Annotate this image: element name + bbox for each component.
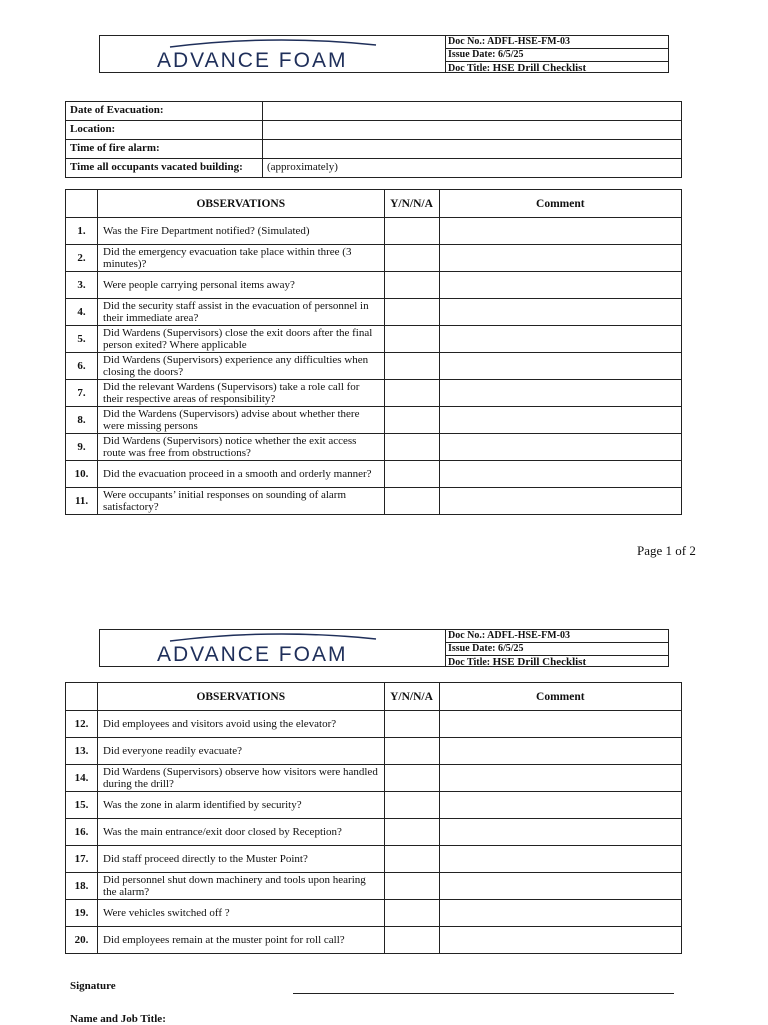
- ynna-cell[interactable]: [384, 792, 439, 819]
- observation-text: Did everyone readily evacuate?: [98, 738, 384, 765]
- observation-text: Did the security staff assist in the evacuation of personnel in their immediate area?: [98, 299, 384, 326]
- ynna-cell[interactable]: [384, 434, 439, 461]
- comment-cell[interactable]: [439, 353, 681, 380]
- table-row: [66, 488, 682, 515]
- comment-cell[interactable]: [439, 738, 681, 765]
- page-number: Page 1 of 2: [637, 543, 696, 558]
- ynna-cell[interactable]: [384, 272, 439, 299]
- signature-line[interactable]: [293, 993, 674, 994]
- row-number: 11.: [66, 488, 98, 515]
- comment-cell[interactable]: [439, 900, 681, 927]
- comment-cell[interactable]: [439, 461, 681, 488]
- observations-header: OBSERVATIONS: [98, 683, 384, 711]
- logo-text: ADVANCE FOAM: [157, 643, 348, 666]
- observation-text: Was the Fire Department notified? (Simulated): [98, 218, 384, 245]
- row-number: 15.: [66, 792, 98, 819]
- table-row: [66, 407, 682, 434]
- observation-text: Did the relevant Wardens (Supervisors) take a role call for their respective areas of responsibility?: [98, 380, 384, 407]
- logo-text: ADVANCE FOAM: [157, 49, 348, 72]
- ynna-cell[interactable]: [384, 245, 439, 272]
- vacated-field[interactable]: (approximately): [263, 159, 682, 178]
- observation-text: Were people carrying personal items away?: [98, 272, 384, 299]
- ynna-cell[interactable]: [384, 927, 439, 954]
- table-row: [66, 846, 682, 873]
- comment-cell[interactable]: [439, 792, 681, 819]
- table-row: [66, 765, 682, 792]
- observations-table-1: [65, 189, 682, 515]
- ynna-cell[interactable]: [384, 846, 439, 873]
- row-number: 1.: [66, 218, 98, 245]
- number-header: [66, 190, 98, 218]
- comment-cell[interactable]: [439, 218, 681, 245]
- row-number: 20.: [66, 927, 98, 954]
- table-row: [66, 326, 682, 353]
- doc-no: Doc No.: ADFL-HSE-FM-03: [445, 36, 668, 49]
- evacuation-info-table: [65, 101, 682, 178]
- comment-header: Comment: [439, 683, 681, 711]
- ynna-header: Y/N/N/A: [384, 683, 439, 711]
- table-row: [66, 353, 682, 380]
- observation-text: Did Wardens (Supervisors) notice whether the exit access route was free from obstructions?: [98, 434, 384, 461]
- info-row-date: [66, 102, 682, 121]
- table-row: [66, 819, 682, 846]
- observation-text: Were vehicles switched off ?: [98, 900, 384, 927]
- comment-cell[interactable]: [439, 846, 681, 873]
- comment-cell[interactable]: [439, 488, 681, 515]
- table-row: [66, 461, 682, 488]
- table-row: [66, 711, 682, 738]
- ynna-cell[interactable]: [384, 461, 439, 488]
- issue-date: Issue Date: 6/5/25: [445, 643, 668, 656]
- ynna-cell[interactable]: [384, 299, 439, 326]
- issue-date: Issue Date: 6/5/25: [445, 49, 668, 62]
- row-number: 8.: [66, 407, 98, 434]
- row-number: 4.: [66, 299, 98, 326]
- comment-cell[interactable]: [439, 819, 681, 846]
- observation-text: Did Wardens (Supervisors) observe how visitors were handled during the drill?: [98, 765, 384, 792]
- comment-cell[interactable]: [439, 873, 681, 900]
- document-header-2: [99, 629, 669, 667]
- observation-text: Did employees remain at the muster point for roll call?: [98, 927, 384, 954]
- row-number: 2.: [66, 245, 98, 272]
- observation-text: Was the main entrance/exit door closed by Reception?: [98, 819, 384, 846]
- ynna-cell[interactable]: [384, 819, 439, 846]
- row-number: 3.: [66, 272, 98, 299]
- observation-text: Were occupants’ initial responses on sounding of alarm satisfactory?: [98, 488, 384, 515]
- row-number: 19.: [66, 900, 98, 927]
- observation-text: Did Wardens (Supervisors) close the exit doors after the final person exited? Where applicable: [98, 326, 384, 353]
- observation-text: Did the Wardens (Supervisors) advise about whether there were missing persons: [98, 407, 384, 434]
- doc-title: Doc Title: HSE Drill Checklist: [448, 62, 587, 74]
- company-logo: [100, 36, 446, 72]
- location-field[interactable]: [263, 121, 682, 140]
- doc-no: Doc No.: ADFL-HSE-FM-03: [445, 630, 668, 643]
- comment-cell[interactable]: [439, 299, 681, 326]
- doc-meta: [445, 630, 668, 666]
- comment-cell[interactable]: [439, 326, 681, 353]
- table-row: [66, 272, 682, 299]
- ynna-cell[interactable]: [384, 738, 439, 765]
- row-number: 14.: [66, 765, 98, 792]
- observation-text: Did Wardens (Supervisors) experience any difficulties when closing the doors?: [98, 353, 384, 380]
- ynna-cell[interactable]: [384, 353, 439, 380]
- comment-cell[interactable]: [439, 380, 681, 407]
- comment-cell[interactable]: [439, 245, 681, 272]
- row-number: 12.: [66, 711, 98, 738]
- ynna-cell[interactable]: [384, 765, 439, 792]
- row-number: 10.: [66, 461, 98, 488]
- row-number: 6.: [66, 353, 98, 380]
- name-job-title-label: Name and Job Title:: [70, 1013, 166, 1025]
- table-row: [66, 927, 682, 954]
- comment-header: Comment: [439, 190, 681, 218]
- ynna-cell[interactable]: [384, 407, 439, 434]
- comment-cell[interactable]: [439, 711, 681, 738]
- observation-text: Did the evacuation proceed in a smooth and orderly manner?: [98, 461, 384, 488]
- ynna-cell[interactable]: [384, 711, 439, 738]
- signature-label: Signature: [70, 980, 116, 992]
- table-row: [66, 434, 682, 461]
- observation-text: Was the zone in alarm identified by security?: [98, 792, 384, 819]
- table-row: [66, 792, 682, 819]
- row-number: 5.: [66, 326, 98, 353]
- ynna-cell[interactable]: [384, 380, 439, 407]
- comment-cell[interactable]: [439, 434, 681, 461]
- table-header-row: [66, 683, 682, 711]
- location-label: Location:: [66, 121, 263, 140]
- table-row: [66, 218, 682, 245]
- doc-title: Doc Title: HSE Drill Checklist: [448, 656, 587, 668]
- observation-text: Did the emergency evacuation take place within three (3 minutes)?: [98, 245, 384, 272]
- table-row: [66, 380, 682, 407]
- alarm-field[interactable]: [263, 140, 682, 159]
- company-logo: [100, 630, 446, 666]
- comment-cell[interactable]: [439, 407, 681, 434]
- date-label: Date of Evacuation:: [66, 102, 263, 121]
- table-row: [66, 900, 682, 927]
- observation-text: Did employees and visitors avoid using the elevator?: [98, 711, 384, 738]
- table-row: [66, 299, 682, 326]
- logo-swoosh-icon: [168, 632, 378, 642]
- info-row-location: [66, 121, 682, 140]
- table-row: [66, 873, 682, 900]
- ynna-cell[interactable]: [384, 900, 439, 927]
- number-header: [66, 683, 98, 711]
- document-header: [99, 35, 669, 73]
- row-number: 17.: [66, 846, 98, 873]
- ynna-header: Y/N/N/A: [384, 190, 439, 218]
- observations-header: OBSERVATIONS: [98, 190, 384, 218]
- alarm-label: Time of fire alarm:: [66, 140, 263, 159]
- table-row: [66, 738, 682, 765]
- row-number: 18.: [66, 873, 98, 900]
- row-number: 7.: [66, 380, 98, 407]
- vacated-label: Time all occupants vacated building:: [66, 159, 263, 178]
- ynna-cell[interactable]: [384, 488, 439, 515]
- row-number: 16.: [66, 819, 98, 846]
- observations-table-2: [65, 682, 682, 954]
- observation-text: Did personnel shut down machinery and tools upon hearing the alarm?: [98, 873, 384, 900]
- row-number: 9.: [66, 434, 98, 461]
- info-row-alarm: [66, 140, 682, 159]
- comment-cell[interactable]: [439, 272, 681, 299]
- logo-swoosh-icon: [168, 38, 378, 48]
- row-number: 13.: [66, 738, 98, 765]
- table-header-row: [66, 190, 682, 218]
- doc-meta: [445, 36, 668, 72]
- observation-text: Did staff proceed directly to the Muster Point?: [98, 846, 384, 873]
- date-field[interactable]: [263, 102, 682, 121]
- ynna-cell[interactable]: [384, 218, 439, 245]
- comment-cell[interactable]: [439, 927, 681, 954]
- ynna-cell[interactable]: [384, 326, 439, 353]
- comment-cell[interactable]: [439, 765, 681, 792]
- ynna-cell[interactable]: [384, 873, 439, 900]
- info-row-vacated: [66, 159, 682, 178]
- table-row: [66, 245, 682, 272]
